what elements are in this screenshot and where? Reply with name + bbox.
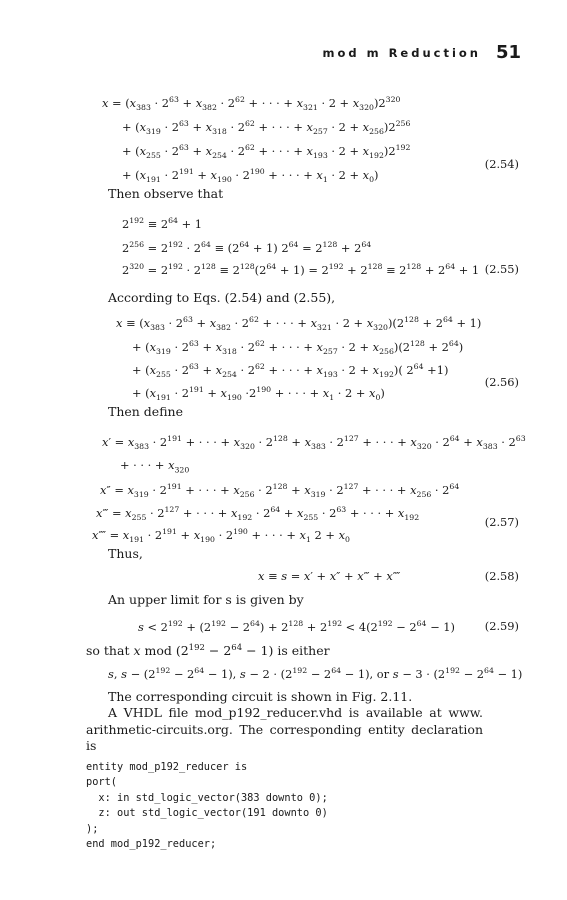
code-line: port(: [86, 776, 117, 788]
eq-number-2-58: (2.58): [484, 569, 519, 583]
text-thus: Thus,: [108, 546, 143, 561]
eq-2-54-line-1: $x = (x_{383} \cdot 2^{63} + x_{382} \cdot 2^{62}$ + · · · + $x_{321} \cdot 2 + x_{320})2^{320}$: [102, 95, 401, 113]
eq-2-54-line-4: + ($x_{191} \cdot 2^{191} + x_{190} \cdot 2^{190}$ + · · · + $x_1 \cdot 2 + x_0$): [122, 167, 379, 185]
eq-2-56-line-2: + ($x_{319} \cdot 2^{63} + x_{318} \cdot 2^{62}$ + · · · + $x_{257} \cdot 2 + x_{256})(2^{128} + 2^{64})$: [132, 339, 464, 357]
text-then-observe: Then observe that: [108, 186, 224, 201]
code-line: );: [86, 822, 99, 835]
eq-number-2-55: (2.55): [484, 262, 519, 276]
eq-number-2-54: (2.54): [484, 157, 519, 171]
eq-number-2-59: (2.59): [484, 619, 519, 633]
code-line: end mod_p192_reducer;: [86, 838, 217, 850]
eq-2-57-line-5: x⁗ = $x_{191} \cdot 2^{191} + x_{190} \cdot 2^{190}$ + · · · + $x_1$ $2 + x_0$: [92, 527, 350, 545]
eq-2-57-line-3: $x'' = x_{319} \cdot 2^{191}$ + · · · + $x_{256} \cdot 2^{128} + x_{319} \cdot 2^{127}$ + · · · + $x_{256} \cdot 2^{64}$: [100, 482, 460, 500]
code-line: entity mod_p192_reducer is: [86, 760, 248, 773]
code-line: z: out std_logic_vector(191 downto 0): [86, 807, 328, 819]
eq-2-56-line-1: $x \equiv (x_{383} \cdot 2^{63} + x_{382} \cdot 2^{62}$ + · · · + $x_{321} \cdot 2 + x_{320})(2^{128} + 2^{64} + 1)$: [116, 315, 482, 333]
text-according: According to Eqs. (2.54) and (2.55),: [108, 290, 336, 305]
eq-2-59: $s < 2^{192} + (2^{192} - 2^{64}) + 2^{128} + 2^{192} < 4(2^{192} - 2^{64} - 1)$: [138, 619, 455, 634]
eq-2-55-line-3: $2^{320} = 2^{192} \cdot 2^{128} \equiv 2^{128}(2^{64} + 1) = 2^{192} + 2^{128} \equiv 2^{128} + 2^{64} + 1$: [122, 262, 480, 277]
eq-2-57-line-4: x‴ = $x_{255} \cdot 2^{127}$ + · · · + $x_{192} \cdot 2^{64} + x_{255} \cdot 2^{63}$ + · · · + $x_{192}$: [96, 505, 420, 523]
eq-2-58: x ≡ s = x′ + x″ + x‴ + x⁗: [258, 569, 401, 583]
text-then-define: Then define: [108, 404, 183, 419]
eq-number-2-56: (2.56): [484, 375, 519, 389]
text-circuit: The corresponding circuit is shown in Fig. 2.11.: [108, 689, 413, 704]
eq-2-56-line-4: + ($x_{191} \cdot 2^{191} + x_{190} \cdot 2^{190}$ + · · · + $x_1 \cdot 2 + x_0$): [132, 385, 385, 403]
running-title: mod m Reduction: [322, 46, 481, 60]
eq-2-56-line-3: + ($x_{255} \cdot 2^{63} + x_{254} \cdot 2^{62}$ + · · · + $x_{193} \cdot 2 + x_{192}$)( $2^{64} +1$): [132, 362, 449, 380]
text-upper-limit: An upper limit for s is given by: [108, 592, 304, 607]
text-so-that: so that x mod $(2^{192} - 2^{64} - 1)$ is either: [86, 643, 330, 659]
eq-2-55-line-2: $2^{256} = 2^{192} \cdot 2^{64} \equiv (2^{64} + 1) 2^{64} = 2^{128} + 2^{64}$: [122, 240, 372, 255]
eq-number-2-57: (2.57): [484, 515, 519, 529]
page-number: 51: [495, 42, 521, 63]
text-vhdl: A VHDL file mod_p192_reducer.vhd is available at www. arithmetic-circuits.org. The corresponding entity declaration is: [86, 705, 483, 753]
eq-2-54-line-2: + ($x_{319} \cdot 2^{63} + x_{318} \cdot 2^{62}$ + · · · + $x_{257} \cdot 2 + x_{256})2^{256}$: [122, 119, 411, 137]
eq-2-54-line-3: + ($x_{255} \cdot 2^{63} + x_{254} \cdot 2^{62}$ + · · · + $x_{193} \cdot 2 + x_{192})2^{192}$: [122, 143, 411, 161]
eq-2-55-line-1: $2^{192} \equiv 2^{64} + 1$: [122, 216, 203, 231]
code-entity-declaration: [86, 744, 328, 868]
eq-2-57-line-1: $x' = x_{383} \cdot 2^{191}$ + · · · + $x_{320} \cdot 2^{128} + x_{383} \cdot 2^{127}$ + · · · + $x_{320} \cdot 2^{64} + x_{383} \cdot 2^{63}$: [102, 434, 526, 452]
eq-2-57-line-2: + · · · + $x_{320}$: [120, 458, 190, 475]
code-line: x: in std_logic_vector(383 downto 0);: [86, 791, 328, 804]
eq-either-cases: s, $s - (2^{192} - 2^{64} - 1)$, $s - 2 \cdot (2^{192} - 2^{64} - 1)$, or $s - 3 \cdot (2^{192} - 2^{64} - 1)$: [108, 666, 523, 681]
